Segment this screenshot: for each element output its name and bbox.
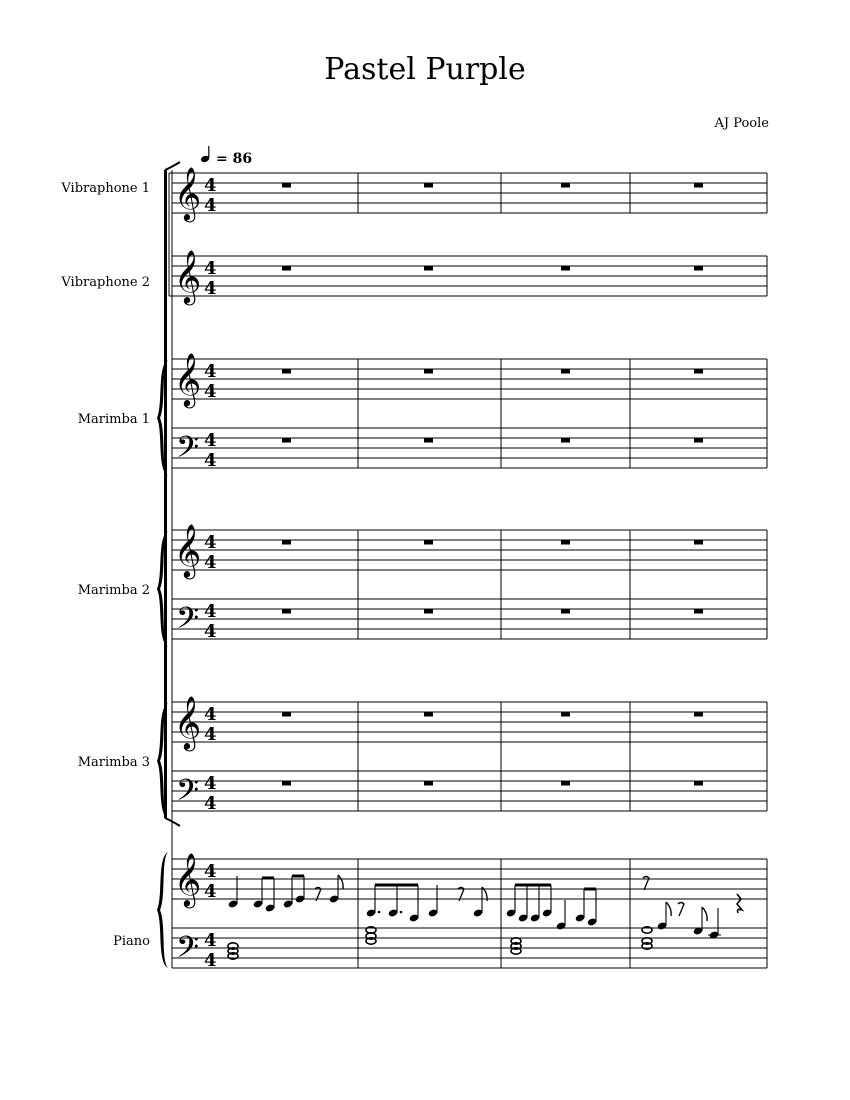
time-signature-denominator: 4: [204, 950, 217, 971]
piano-brace: [157, 852, 168, 968]
whole-rest: [561, 540, 570, 545]
whole-rest: [282, 609, 291, 614]
time-signature-denominator: 4: [204, 552, 217, 573]
whole-rest: [694, 369, 703, 374]
note-flag: [338, 875, 343, 889]
whole-rest: [561, 183, 570, 188]
piano-right-hand: [228, 875, 742, 940]
whole-rest: [424, 438, 433, 443]
whole-rest: [424, 712, 433, 717]
time-signature-numerator: 4: [204, 361, 217, 382]
whole-rest: [424, 540, 433, 545]
whole-rest: [282, 369, 291, 374]
time-signature-numerator: 4: [204, 258, 217, 279]
instrument-label-marimba-2: Marimba 2: [77, 583, 150, 598]
clefs: [174, 166, 201, 972]
time-signature-numerator: 4: [204, 930, 217, 951]
time-signature-numerator: 4: [204, 704, 217, 725]
time-signature-denominator: 4: [204, 724, 217, 745]
time-signature-numerator: 4: [204, 861, 217, 882]
augmentation-dot: [378, 911, 381, 914]
whole-rest: [282, 540, 291, 545]
eighth-rest: [643, 877, 649, 891]
whole-rest: [282, 781, 291, 786]
augmentation-dot: [400, 911, 403, 914]
whole-rest: [561, 438, 570, 443]
whole-rest: [694, 266, 703, 271]
treble-clef: 𝄞: [174, 352, 202, 406]
instrument-label-marimba-3: Marimba 3: [77, 755, 150, 770]
ensemble-bracket: [164, 170, 167, 818]
time-signature-denominator: 4: [204, 621, 217, 642]
instrument-label-piano: Piano: [113, 934, 150, 949]
whole-rest: [282, 266, 291, 271]
whole-rest: [561, 712, 570, 717]
whole-rest: [561, 781, 570, 786]
treble-clef: 𝄞: [174, 852, 202, 906]
barlines: [358, 173, 767, 968]
whole-rest: [694, 438, 703, 443]
whole-rest: [694, 712, 703, 717]
time-signature-denominator: 4: [204, 881, 217, 902]
score-title: Pastel Purple: [324, 52, 526, 87]
treble-clef: 𝄞: [174, 695, 202, 749]
note-flag: [666, 902, 671, 916]
whole-rest: [424, 781, 433, 786]
whole-rest: [282, 183, 291, 188]
whole-rest: [694, 609, 703, 614]
eighth-rest: [678, 903, 684, 917]
time-signature-numerator: 4: [204, 532, 217, 553]
tempo-marking: [200, 146, 252, 167]
tempo-value: = 86: [216, 151, 253, 167]
whole-rest: [561, 609, 570, 614]
whole-rest: [282, 712, 291, 717]
whole-rest: [561, 266, 570, 271]
quarter-rest: [737, 894, 742, 913]
instrument-label-vibraphone-1: Vibraphone 1: [61, 181, 150, 196]
whole-rest: [424, 609, 433, 614]
whole-rest: [424, 369, 433, 374]
whole-rest: [694, 183, 703, 188]
time-signature-numerator: 4: [204, 601, 217, 622]
composer-name: AJ Poole: [714, 116, 769, 131]
whole-rest: [561, 369, 570, 374]
time-signature-denominator: 4: [204, 793, 217, 814]
time-signature-denominator: 4: [204, 278, 217, 299]
time-signature-numerator: 4: [204, 773, 217, 794]
time-signature-denominator: 4: [204, 195, 217, 216]
time-signature-denominator: 4: [204, 450, 217, 471]
whole-rest: [424, 266, 433, 271]
time-signature-numerator: 4: [204, 430, 217, 451]
staff-lines: [172, 173, 767, 968]
whole-rest: [424, 183, 433, 188]
treble-clef: 𝄞: [174, 523, 202, 577]
treble-clef: 𝄞: [174, 249, 202, 303]
whole-rest: [694, 781, 703, 786]
whole-rest: [282, 438, 291, 443]
instrument-label-vibraphone-2: Vibraphone 2: [61, 275, 150, 290]
bass-clef: 𝄢: [176, 931, 200, 972]
bass-clef: 𝄢: [176, 431, 200, 472]
time-signature-denominator: 4: [204, 381, 217, 402]
time-signatures: [204, 175, 217, 971]
piano-left-hand: [228, 927, 652, 959]
whole-rests: [282, 183, 703, 786]
instrument-label-marimba-1: Marimba 1: [77, 412, 150, 427]
whole-rest: [694, 540, 703, 545]
time-signature-numerator: 4: [204, 175, 217, 196]
bass-clef: 𝄢: [176, 774, 200, 815]
bass-clef: 𝄢: [176, 602, 200, 643]
treble-clef: 𝄞: [174, 166, 202, 220]
note-flag: [702, 907, 707, 921]
